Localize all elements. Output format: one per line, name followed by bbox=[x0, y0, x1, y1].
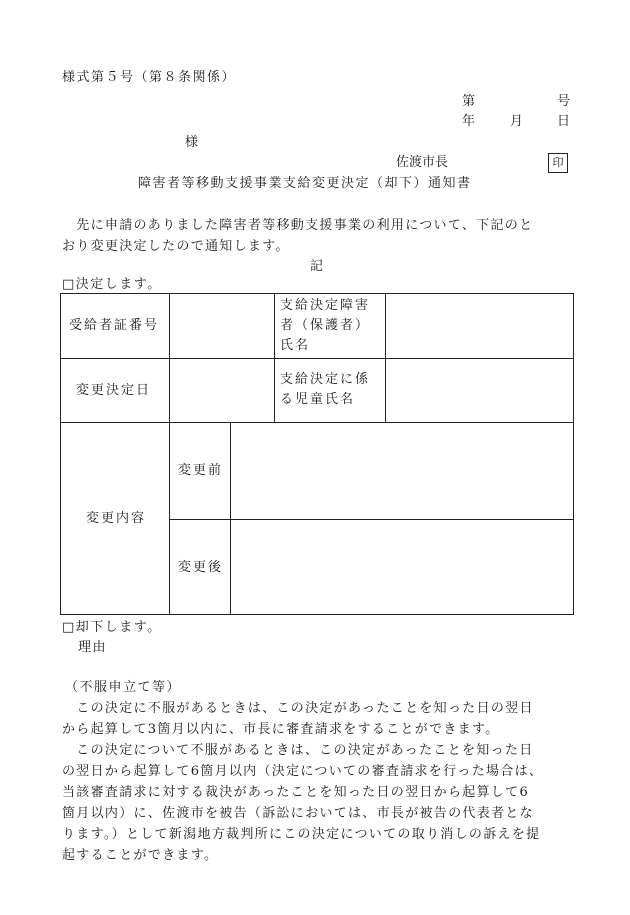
reason-label: 理由 bbox=[78, 640, 108, 655]
issuer-name: 佐渡市長 bbox=[396, 155, 449, 170]
ki-label: 記 bbox=[310, 259, 324, 274]
addressee-suffix: 様 bbox=[185, 135, 199, 150]
number-prefix: 第 bbox=[462, 94, 476, 109]
intro-line: おり変更決定したので通知します。 bbox=[62, 239, 290, 254]
number-suffix: 号 bbox=[557, 94, 571, 109]
guardian-name-label: 支給決定障害 者（保護者） 氏名 bbox=[280, 298, 371, 353]
intro-paragraph bbox=[62, 215, 577, 257]
change-content-label: 変更内容 bbox=[86, 511, 147, 526]
change-before-label: 変更前 bbox=[178, 463, 224, 478]
objection-line: 起することができます。 bbox=[62, 848, 219, 863]
objection-line: この決定に不服があるときは、この決定があったことを知った日の翌日 bbox=[62, 701, 534, 716]
date-day: 日 bbox=[557, 114, 571, 129]
form-number: 様式第５号（第８条関係） bbox=[62, 70, 237, 85]
child-name-label: 支給決定に係 る児童氏名 bbox=[280, 372, 371, 407]
objection-line: 箇月以内）に、佐渡市を被告（訴訟においては、市長が被告の代表者とな bbox=[62, 806, 534, 821]
table-row-divider bbox=[60, 358, 574, 359]
date-month: 月 bbox=[510, 114, 524, 129]
objection-line: 当該審査請求に対する裁決があったことを知った日の翌日から起算して6 bbox=[62, 785, 530, 800]
table-col-divider bbox=[274, 293, 275, 422]
intro-line: 先に申請のありました障害者等移動支援事業の利用について、下記のと bbox=[62, 218, 534, 233]
change-date-label: 変更決定日 bbox=[76, 383, 152, 398]
objection-heading: （不服申立て等） bbox=[65, 680, 182, 695]
table-row-divider bbox=[60, 422, 574, 423]
objection-line: ります。）として新潟地方裁判所にこの決定についての取り消しの訴えを提 bbox=[62, 827, 541, 842]
change-after-label: 変更後 bbox=[178, 560, 224, 575]
objection-line: この決定について不服があるときは、この決定があったことを知った日 bbox=[62, 743, 534, 758]
decision-checkbox-label: □決定します。 bbox=[62, 277, 162, 292]
objection-line: から起算して3箇月以内に、市長に審査請求をすることができます。 bbox=[62, 722, 500, 737]
seal-stamp: 印 bbox=[548, 153, 568, 173]
objection-paragraph bbox=[62, 698, 577, 866]
objection-line: の翌日から起算して6箇月以内（決定についての審査請求を行った場合は、 bbox=[62, 764, 544, 779]
recipient-number-label: 受給者証番号 bbox=[69, 318, 160, 333]
document-title: 障害者等移動支援事業支給変更決定（却下）通知書 bbox=[138, 176, 472, 191]
date-year: 年 bbox=[462, 114, 476, 129]
table-col-divider bbox=[169, 293, 170, 615]
rejection-checkbox-label: □却下します。 bbox=[62, 620, 162, 635]
table-col-divider bbox=[230, 422, 231, 615]
table-col-divider bbox=[385, 293, 386, 422]
